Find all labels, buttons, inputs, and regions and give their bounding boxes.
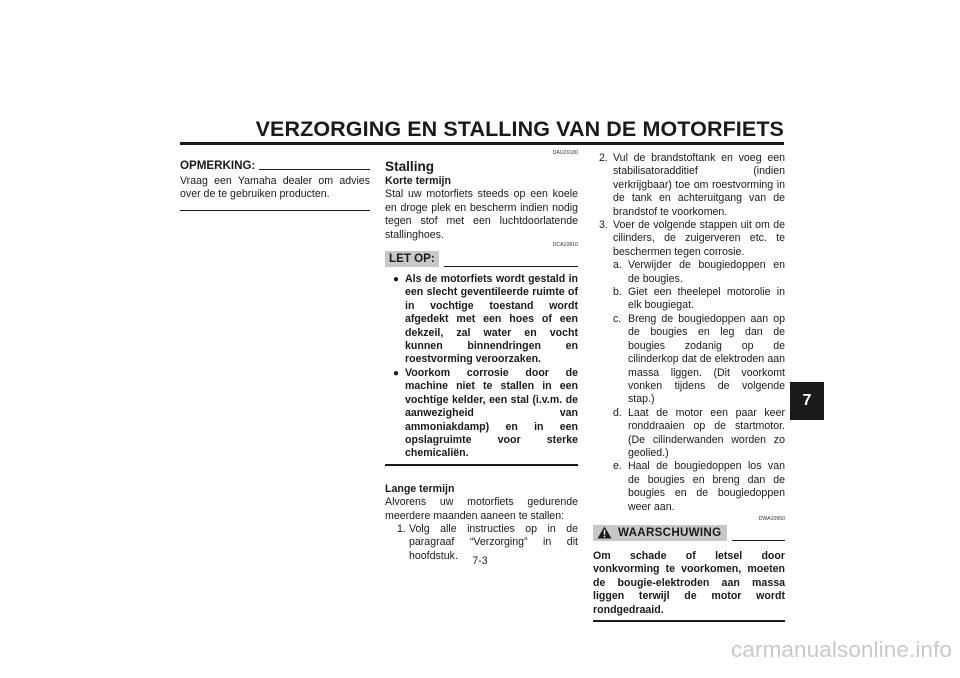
warning-badge	[593, 525, 727, 541]
substep-item	[613, 286, 785, 313]
step-text: Volg alle instructies op in de paragraaf “Verzorging” in dit hoofdstuk.	[409, 522, 578, 562]
caution-end-rule	[385, 464, 578, 466]
page-number: 7-3	[472, 555, 488, 567]
short-term-text: Stal uw motorfiets steeds op een koele en droge plek en bescherm indien nodig tegen stof met een luchtdoorlatende stallinghoes.	[385, 188, 578, 241]
substep-letter: a.	[613, 259, 622, 272]
caution-body	[385, 273, 578, 461]
short-term-heading: Korte termijn	[385, 175, 451, 187]
header-rule	[180, 142, 784, 145]
caution-badge: LET OP:	[385, 251, 439, 267]
caution-heading	[385, 251, 578, 267]
column-left	[180, 159, 370, 211]
step-item	[593, 219, 785, 259]
substep-text: Laat de motor een paar keer ronddraaien op de startmotor. (De cilinderwanden worden zo geolied.)	[628, 406, 785, 459]
substep-item	[613, 407, 785, 461]
substep-letter: b.	[613, 286, 622, 299]
warning-heading-line	[732, 540, 785, 541]
bullet-dot-icon: ●	[393, 274, 400, 286]
substep-item	[613, 313, 785, 407]
note-heading	[180, 159, 370, 173]
note-label: OPMERKING:	[180, 159, 256, 172]
long-term-text: Alvorens uw motorfiets gedurende meerdere maanden aaneen te stallen:	[385, 496, 578, 522]
note-text: Vraag een Yamaha dealer om advies over de te gebruiken producten.	[180, 175, 370, 201]
bullet-dot-icon: ●	[393, 367, 400, 379]
substep-list	[593, 259, 785, 514]
step-text: Voer de volgende stappen uit om de cilinders, de zuigerveren etc. te beschermen tegen corrosie.	[613, 219, 785, 258]
step-number: 2.	[599, 152, 608, 164]
note-heading-line	[259, 169, 370, 170]
step-item	[593, 152, 785, 219]
substep-letter: d.	[613, 406, 622, 419]
substep-item	[613, 259, 785, 286]
substep-letter: e.	[613, 460, 622, 473]
caution-heading-line	[444, 266, 578, 267]
warning-code: DWA10950	[758, 515, 785, 522]
warning-end-rule	[593, 620, 785, 622]
caution-bullet	[385, 273, 578, 367]
warning-triangle-icon	[597, 526, 612, 539]
caution-bullet-text: Als de motorfiets wordt gestald in een slecht geventileerde ruimte of in vochtige toestand wordt afgedekt met een hoes of een dekzeil, zal water en vocht kunnen binnendringen en roestvorming veroorzaken.	[405, 273, 578, 366]
note-end-rule	[180, 210, 370, 211]
caution-bullet	[385, 367, 578, 461]
page-title: VERZORGING EN STALLING VAN DE MOTORFIETS	[255, 117, 784, 141]
warning-label: WAARSCHUWING	[618, 525, 722, 539]
long-term-heading: Lange termijn	[385, 482, 455, 495]
substep-text: Giet een theelepel motorolie in elk bougiegat.	[628, 286, 785, 312]
watermark: carmanualsonline.info	[731, 637, 952, 662]
substep-text: Verwijder de bougiedoppen en de bougies.	[628, 259, 785, 285]
chapter-tab: 7	[790, 382, 824, 420]
step-text: Vul de brandstoftank en voeg een stabilisatoradditief (indien verkrijgbaar) toe om roestvorming in de tank en achteruitgang van de brandstof te voorkomen.	[613, 152, 785, 218]
substep-text: Breng de bougiedoppen aan op de bougies en leg dan de bougies zodanig op de cilinderkop dat de elektroden aan massa liggen. (Dit voorkomt vonken tijdens de volgende stap.)	[628, 312, 785, 406]
column-right	[593, 152, 785, 622]
substep-item	[613, 460, 785, 514]
substep-text: Haal de bougiedoppen los van de bougies en breng dan de bougies en de bougiedoppen weer aan.	[628, 460, 785, 513]
section-title: Stalling	[385, 159, 435, 174]
caution-bullet-text: Voorkom corrosie door de machine niet te stallen in een vochtige kelder, een stal (i.v.m. de aanwezigheid van ammoniakdamp) en in een opslagruimte voor sterke chemicaliën.	[405, 366, 578, 460]
warning-heading	[593, 525, 785, 541]
caution-code: DCA10810	[552, 242, 578, 249]
step-number: 3.	[599, 219, 608, 232]
section-code: DAU26180	[552, 150, 578, 156]
warning-text: Om schade of letsel door vonkvorming te voorkomen, moeten de bougie-elektroden aan massa liggen terwijl de motor wordt rondgedraaid.	[593, 549, 785, 616]
substep-letter: c.	[613, 312, 622, 325]
column-middle	[385, 150, 578, 563]
step-number: 1.	[397, 522, 406, 535]
